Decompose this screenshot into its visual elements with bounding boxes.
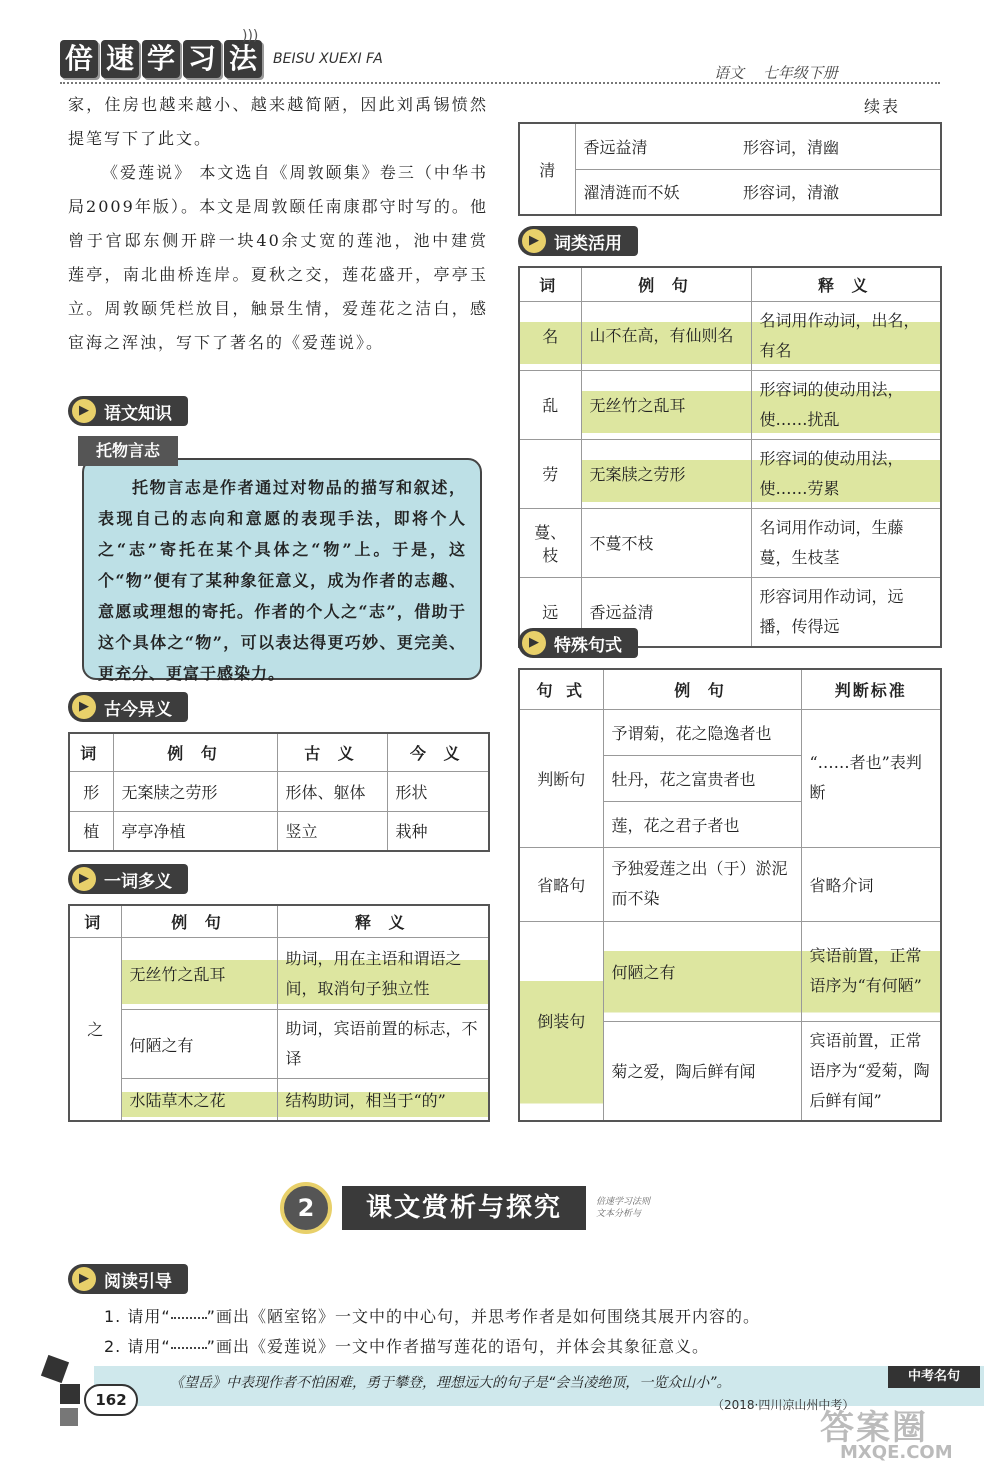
section-note: [596, 1196, 650, 1220]
section-title: 课文赏析与探究: [342, 1186, 586, 1230]
table-header: 例 句: [581, 267, 751, 301]
section-tag-duoyi: [68, 864, 188, 894]
section-note-line: 文本分析与: [596, 1209, 642, 1219]
table-row: [69, 811, 489, 851]
section-note-line: 倍速学习法则: [596, 1197, 651, 1207]
table-row: [519, 508, 941, 577]
table-header: 判断标准: [801, 669, 941, 709]
table-cell: 形: [69, 771, 113, 811]
knowledge-box-title: 托物言志: [78, 436, 178, 466]
section-tag-label: 阅读引导: [104, 1271, 172, 1292]
table-cell: 香远益清: [575, 123, 735, 169]
table-cell: “……者也”表判断: [801, 709, 941, 847]
brand-char: 倍: [60, 40, 98, 78]
table-header-row: [69, 905, 489, 938]
table-cell: 形状: [387, 771, 489, 811]
table-cell: 予独爱莲之出（于）淤泥而不染: [603, 847, 801, 921]
section-tag-label: 古今异义: [104, 699, 172, 720]
table-cell: 莲，花之君子者也: [603, 801, 801, 847]
table-cell: 予谓菊，花之隐逸者也: [603, 709, 801, 755]
table-cell: 无丝竹之乱耳: [581, 370, 751, 439]
brand-char: 学: [142, 40, 180, 78]
question-text: ”画出《陋室铭》一文中的中心句，并思考作者是如何围绕其展开内容的。: [206, 1307, 760, 1326]
table-row: [519, 921, 941, 1021]
table-header: 词: [519, 267, 581, 301]
footer-tag: 中考名句: [888, 1366, 980, 1388]
wavy-line-icon: [171, 1317, 207, 1319]
section-tag-knowledge: [68, 396, 188, 426]
play-icon: ▶: [72, 867, 96, 891]
table-cell: 形体、躯体: [277, 771, 387, 811]
section-tag-label: 一词多义: [104, 871, 172, 892]
subject-label: 语文: [714, 64, 745, 82]
table-cell: 何陋之有: [121, 1010, 277, 1079]
table-cell: 倒装句: [519, 921, 603, 1121]
watermark-url: MXQE.COM: [840, 1442, 953, 1463]
decor-square: [60, 1408, 78, 1426]
table-row: [69, 1079, 489, 1121]
play-icon: ▶: [522, 229, 546, 253]
table-header: 例 句: [603, 669, 801, 709]
section-number: 2: [280, 1182, 332, 1234]
footer-quote: 《望岳》中表现作者不怕困难，勇于攀登，理想远大的句子是“会当凌绝顶，一览众山小”。: [170, 1375, 731, 1391]
question-2: [104, 1334, 709, 1357]
play-icon: ▶: [72, 695, 96, 719]
play-icon: ▶: [522, 631, 546, 655]
table-row: [519, 370, 941, 439]
section-tag-label: 特殊句式: [554, 635, 622, 656]
table-row: [69, 938, 489, 1010]
table-cell: 不蔓不枝: [581, 508, 751, 577]
table-cell: 名: [519, 301, 581, 370]
question-1: [104, 1304, 760, 1327]
table-cell: 何陋之有: [603, 921, 801, 1021]
table-header: 释 义: [751, 267, 941, 301]
table-cell: 省略句: [519, 847, 603, 921]
table-cell: 劳: [519, 439, 581, 508]
page-number: 162: [84, 1384, 138, 1416]
table-cell: 名词用作动词，生藤蔓，生枝茎: [751, 508, 941, 577]
table-cell: 省略介词: [801, 847, 941, 921]
section-banner: [280, 1182, 650, 1234]
table-cell: 濯清涟而不妖: [575, 169, 735, 215]
table-cell: 形容词的使动用法，使……扰乱: [751, 370, 941, 439]
cilei-table: [518, 266, 942, 648]
table-cell: 山不在高，有仙则名: [581, 301, 751, 370]
section-tag-label: 词类活用: [554, 233, 622, 254]
table-cell: 栽种: [387, 811, 489, 851]
brand-logo: [60, 40, 383, 78]
table-row: [519, 709, 941, 755]
table-header: 释 义: [277, 905, 489, 938]
section-tag-guji: [68, 692, 188, 722]
table-cell: 名词用作动词，出名，有名: [751, 301, 941, 370]
table-header-row: [69, 733, 489, 771]
teshu-table: [518, 668, 942, 1122]
table-cell: 乱: [519, 370, 581, 439]
table-cell: 助词，宾语前置的标志，不译: [277, 1010, 489, 1079]
table-cell: 无丝竹之乱耳: [121, 938, 277, 1010]
table-cell: 竖立: [277, 811, 387, 851]
table-cell: 形容词的使动用法，使……劳累: [751, 439, 941, 508]
decor-square: [41, 1355, 69, 1383]
table-cell: 远: [519, 577, 581, 647]
section-tag-teshu: [518, 628, 638, 658]
table-header: 古 义: [277, 733, 387, 771]
table-cell: 牡丹，花之富贵者也: [603, 755, 801, 801]
table-cell: 无案牍之劳形: [113, 771, 277, 811]
section-tag-label: 语文知识: [104, 403, 172, 424]
section-tag-reading: [68, 1264, 188, 1294]
watermark-logo: 答案圈: [820, 1408, 928, 1448]
table-header: 例 句: [113, 733, 277, 771]
table-header: 句 式: [519, 669, 603, 709]
section-tag-cilei: [518, 226, 638, 256]
table-cell: 水陆草木之花: [121, 1079, 277, 1121]
decor-square: [60, 1384, 80, 1404]
table-header: 今 义: [387, 733, 489, 771]
knowledge-text: 托物言志是作者通过对物品的描写和叙述，表现自己的志向和意愿的表现手法，即将个人之“志”寄托在某个具体之“物”上。于是，这个“物”便有了某种象征意义，成为作者的志趣、意愿或理想的寄托。作者的个人之“志”，借助于这个具体之“物”，可以表达得更巧妙、更完美、更充分、更富于感染力。: [98, 478, 466, 683]
table-header: 词: [69, 905, 121, 938]
header-subject-grade: [714, 62, 852, 83]
table-row: [519, 301, 941, 370]
table-header: 词: [69, 733, 113, 771]
table-cell: 蔓、枝: [519, 508, 581, 577]
table-header: 例 句: [121, 905, 277, 938]
table-row: [69, 1010, 489, 1079]
table-cell: 亭亭净植: [113, 811, 277, 851]
continued-label: 续表: [864, 97, 901, 116]
table-cell: 结构助词，相当于“的”: [277, 1079, 489, 1121]
table-cell: 植: [69, 811, 113, 851]
duoyi-table: [68, 904, 490, 1122]
grade-label: 七年级下册: [762, 64, 838, 82]
table-row: [519, 847, 941, 921]
play-icon: ▶: [72, 1267, 96, 1291]
knowledge-box: [82, 458, 482, 683]
table-cell: 香远益清: [581, 577, 751, 647]
question-text: ”画出《爱莲说》一文中作者描写莲花的语句，并体会其象征意义。: [206, 1337, 709, 1356]
signal-icon: ))): [242, 28, 259, 44]
footer-source: （2018·四川凉山州中考）: [712, 1398, 855, 1412]
table-header-row: [519, 669, 941, 709]
table-cell: 形容词用作动词，远播，传得远: [751, 577, 941, 647]
table-cell: 形容词，清澈: [735, 169, 941, 215]
brand-char: 习: [183, 40, 221, 78]
wavy-line-icon: [171, 1347, 207, 1349]
play-icon: ▶: [72, 399, 96, 423]
brand-char: 速: [101, 40, 139, 78]
question-text: 1. 请用“: [104, 1307, 171, 1326]
table-cell: 宾语前置，正常语序为“爱菊，陶后鲜有闻”: [801, 1021, 941, 1121]
page-header: [0, 0, 1000, 92]
table-cell: 宾语前置，正常语序为“有何陋”: [801, 921, 941, 1021]
table-cell: 无案牍之劳形: [581, 439, 751, 508]
guji-table: [68, 732, 490, 852]
table-cell: 清: [519, 123, 575, 215]
continued-table: [518, 122, 942, 216]
table-cell: 形容词，清幽: [735, 123, 941, 169]
table-row: [519, 123, 941, 169]
brand-char: 法: [224, 40, 262, 78]
header-divider: [60, 82, 940, 84]
table-row: [519, 169, 941, 215]
table-row: [69, 771, 489, 811]
table-row: [519, 439, 941, 508]
question-text: 2. 请用“: [104, 1337, 171, 1356]
intro-paragraph-1: 家，住房也越来越小、越来越简陋，因此刘禹锡愤然提笔写下了此文。: [68, 95, 488, 148]
table-cell: 判断句: [519, 709, 603, 847]
brand-pinyin: BEISU XUEXI FA: [273, 51, 383, 67]
table-cell: 菊之爱，陶后鲜有闻: [603, 1021, 801, 1121]
table-cell: 助词，用在主语和谓语之间，取消句子独立性: [277, 938, 489, 1010]
intro-paragraph-2: 《爱莲说》 本文选自《周敦颐集》卷三（中华书局2009年版）。本文是周敦颐任南康郡守时写的。他曾于官邸东侧开辟一块40余丈宽的莲池，池中建赏莲亭，南北曲桥连岸。夏秋之交，莲花盛开，亭亭玉立。周敦颐凭栏放目，触景生情，爱莲花之洁白，感宦海之浑浊，写下了著名的《爱莲说》。: [68, 163, 488, 352]
table-header-row: [519, 267, 941, 301]
table-cell: 之: [69, 938, 121, 1121]
